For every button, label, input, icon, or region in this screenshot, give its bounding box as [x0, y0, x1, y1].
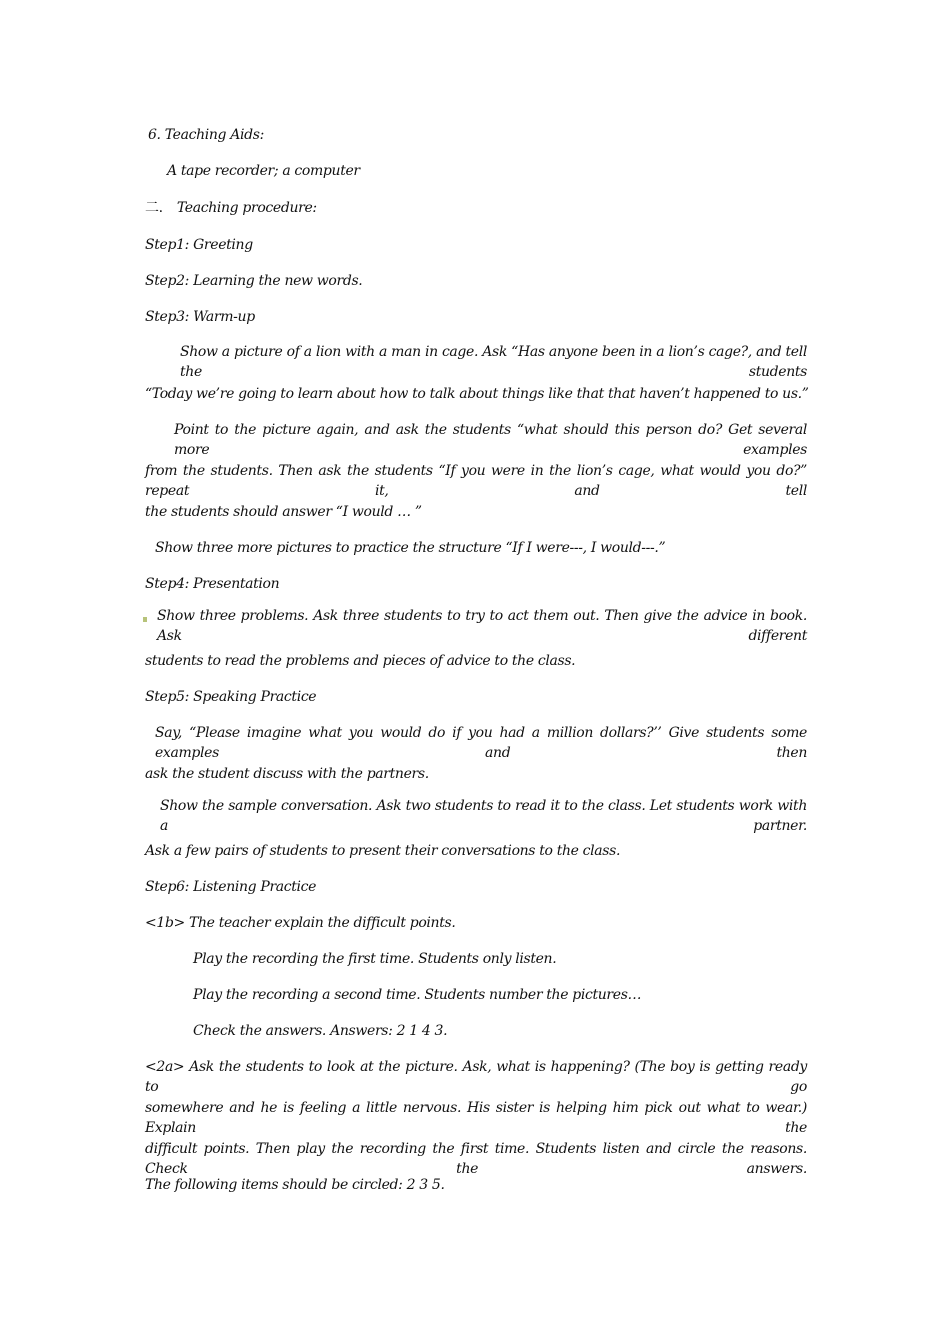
step4-heading: Step4: Presentation [145, 576, 280, 592]
listening-2a-line-3: difficult points. Then play the recording the first time. Students listen and circle the reasons. Check the answers. [145, 1141, 807, 1177]
listening-1b-heading: <1b> The teacher explain the difficult points. [145, 915, 456, 931]
listening-1b-item-1: Play the recording the first time. Students only listen. [193, 951, 557, 967]
presentation-line-1: Show three problems. Ask three students to try to act them out. Then give the advice in book. Ask different [157, 608, 807, 644]
teaching-aids-heading: 6. Teaching Aids: [148, 127, 264, 143]
warmup-paragraph-1-line-2: “Today we’re going to learn about how to talk about things like that that haven’t happened to us.” [145, 386, 809, 402]
speaking-paragraph-2-line-1: Show the sample conversation. Ask two students to read it to the class. Let students work with a partner. [160, 798, 807, 834]
procedure-heading [145, 198, 807, 218]
listening-1b-item-3: Check the answers. Answers: 2 1 4 3. [193, 1023, 448, 1039]
listening-2a-line-2: somewhere and he is feeling a little nervous. His sister is helping him pick out what to wear.) Explain the [145, 1100, 807, 1136]
listening-2a-line-1: <2a> Ask the students to look at the picture. Ask, what is happening? (The boy is getting ready to go [145, 1059, 807, 1095]
warmup-paragraph-3: Show three more pictures to practice the structure “If I were---, I would---.” [155, 540, 666, 556]
step5-heading: Step5: Speaking Practice [145, 689, 317, 705]
warmup-paragraph-2-line-3: the students should answer “I would … ” [145, 504, 422, 520]
step2-heading: Step2: Learning the new words. [145, 273, 363, 289]
speaking-paragraph-1-line-2: ask the student discuss with the partners. [145, 766, 429, 782]
procedure-title: Teaching procedure: [176, 200, 317, 216]
warmup-paragraph-2-line-1: Point to the picture again, and ask the students “what should this person do? Get several more examples [174, 422, 807, 458]
presentation-line-2: students to read the problems and pieces of advice to the class. [145, 653, 576, 669]
procedure-number: 二. [145, 200, 163, 216]
listening-1b-item-2: Play the recording a second time. Students number the pictures… [193, 987, 642, 1003]
listening-2a-line-4: The following items should be circled: 2 3 5. [145, 1177, 445, 1193]
list-bullet-mark [143, 617, 147, 622]
step3-heading: Step3: Warm-up [145, 309, 255, 325]
step6-heading: Step6: Listening Practice [145, 879, 317, 895]
warmup-paragraph-2-line-2: from the students. Then ask the students “If you were in the lion’s cage, what would you do?” repeat it, and tell [145, 463, 807, 499]
step1-heading: Step1: Greeting [145, 237, 253, 253]
speaking-paragraph-1-line-1: Say, “Please imagine what you would do if you had a million dollars?’’ Give students some examples and then [155, 725, 807, 761]
teaching-aids-text: A tape recorder; a computer [167, 163, 360, 179]
speaking-paragraph-2-line-2: Ask a few pairs of students to present their conversations to the class. [145, 843, 621, 859]
warmup-paragraph-1-line-1: Show a picture of a lion with a man in cage. Ask “Has anyone been in a lion’s cage?, and tell the students [180, 344, 807, 380]
